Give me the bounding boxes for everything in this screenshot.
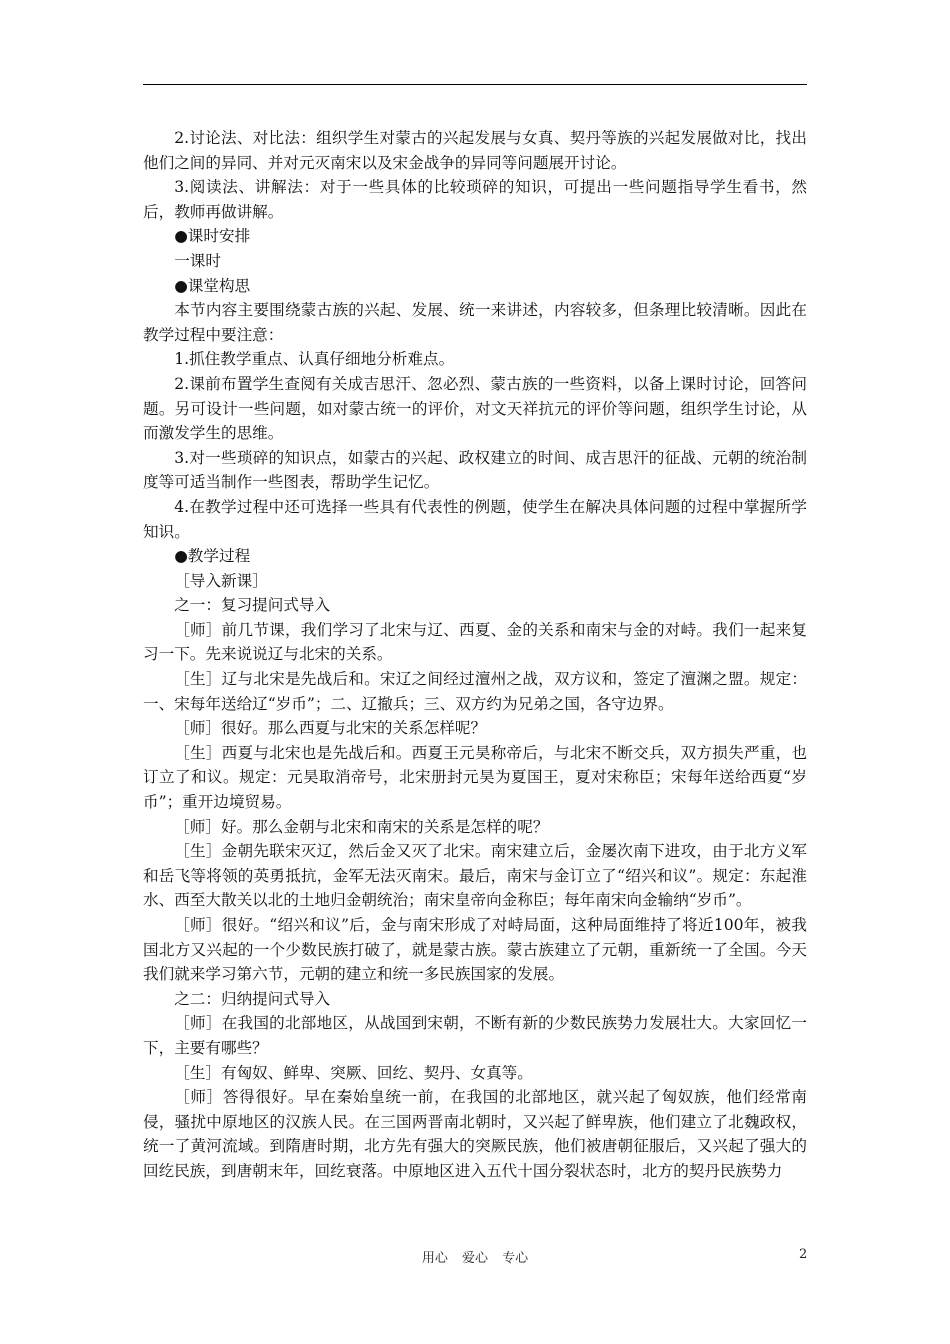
paragraph: 一课时 <box>174 251 221 270</box>
subsection-heading: 之一：复习提问式导入 <box>174 596 331 615</box>
paragraph: 4.在教学过程中还可选择一些具有代表性的例题，使学生在解决具体问题的过程中掌握所学知识。 <box>143 497 807 541</box>
section-heading: ●课时安排 <box>174 227 251 246</box>
dialogue-paragraph: ［生］西夏与北宋也是先战后和。西夏王元昊称帝后，与北宋不断交兵，双方损失严重，也订立了和议。规定：元昊取消帝号，北宋册封元昊为夏国王，夏对宋称臣；宋每年送给西夏“岁币”；重开边境贸易。 <box>143 743 807 812</box>
page-number: 2 <box>799 1247 808 1262</box>
paragraph: 2.课前布置学生查阅有关成吉思汗、忽必烈、蒙古族的一些资料，以备上课时讨论，回答问题。另可设计一些问题，如对蒙古统一的评价，对文天祥抗元的评价等问题，组织学生讨论，从而激发学生的思维。 <box>143 374 807 443</box>
dialogue-paragraph: ［师］答得很好。早在秦始皇统一前，在我国的北部地区，就兴起了匈奴族，他们经常南侵，骚扰中原地区的汉族人民。在三国两晋南北朝时，又兴起了鲜卑族，他们建立了北魏政权，统一了黄河流域。到隋唐时期，北方先有强大的突厥民族，他们被唐朝征服后，又兴起了强大的回纥民族，到唐朝末年，回纥衰落。中原地区进入五代十国分裂状态时，北方的契丹民族势力 <box>143 1088 807 1180</box>
dialogue-paragraph: ［师］前几节课，我们学习了北宋与辽、西夏、金的关系和南宋与金的对峙。我们一起来复习一下。先来说说辽与北宋的关系。 <box>143 620 807 664</box>
dialogue-paragraph: ［生］金朝先联宋灭辽，然后金又灭了北宋。南宋建立后，金屡次南下进攻，由于北方义军和岳飞等将领的英勇抵抗，金军无法灭南宋。最后，南宋与金订立了“绍兴和议”。规定：东起淮水、西至大散关以北的土地归金朝统治；南宋皇帝向金称臣；每年南宋向金输纳“岁币”。 <box>143 842 807 910</box>
section-heading: ●课堂构思 <box>174 276 251 295</box>
paragraph: 3.对一些琐碎的知识点，如蒙古的兴起、政权建立的时间、成吉思汗的征战、元朝的统治制度等可适当制作一些图表，帮助学生记忆。 <box>143 448 807 492</box>
footer-motto: 用心 爱心 专心 <box>421 1251 529 1266</box>
paragraph: 1.抓住教学重点、认真仔细地分析难点。 <box>174 350 455 369</box>
subsection-heading: 之二：归纳提问式导入 <box>174 989 331 1008</box>
dialogue-paragraph: ［师］好。那么金朝与北宋和南宋的关系是怎样的呢？ <box>174 817 549 836</box>
header-rule <box>143 84 807 85</box>
dialogue-paragraph: ［师］很好。“绍兴和议”后，金与南宋形成了对峙局面，这种局面维持了将近100年，被我国北方又兴起的一个少数民族打破了，就是蒙古族。蒙古族建立了元朝，重新统一了全国。今天我们就来学习第六节，元朝的建立和统一多民族国家的发展。 <box>143 916 807 984</box>
section-heading: ●教学过程 <box>174 547 251 566</box>
body-text <box>143 126 807 1184</box>
paragraph: 3.阅读法、讲解法：对于一些具体的比较琐碎的知识，可提出一些问题指导学生看书，然后，教师再做讲解。 <box>143 178 807 221</box>
dialogue-paragraph: ［生］有匈奴、鲜卑、突厥、回纥、契丹、女真等。 <box>174 1063 533 1082</box>
dialogue-paragraph: ［生］辽与北宋是先战后和。宋辽之间经过澶州之战，双方议和，签定了澶渊之盟。规定：一、宋每年送给辽“岁币”；二、辽撤兵；三、双方约为兄弟之国，各守边界。 <box>143 670 807 713</box>
dialogue-paragraph: ［师］很好。那么西夏与北宋的关系怎样呢？ <box>174 719 487 738</box>
subsection-heading: ［导入新课］ <box>174 571 268 590</box>
paragraph: 2.讨论法、对比法：组织学生对蒙古的兴起发展与女真、契丹等族的兴起发展做对比，找出他们之间的异同、并对元灭南宋以及宋金战争的异同等问题展开讨论。 <box>143 129 807 172</box>
paragraph: 本节内容主要围绕蒙古族的兴起、发展、统一来讲述，内容较多，但条理比较清晰。因此在教学过程中要注意： <box>143 301 807 344</box>
dialogue-paragraph: ［师］在我国的北部地区，从战国到宋朝，不断有新的少数民族势力发展壮大。大家回忆一下，主要有哪些？ <box>143 1014 807 1057</box>
